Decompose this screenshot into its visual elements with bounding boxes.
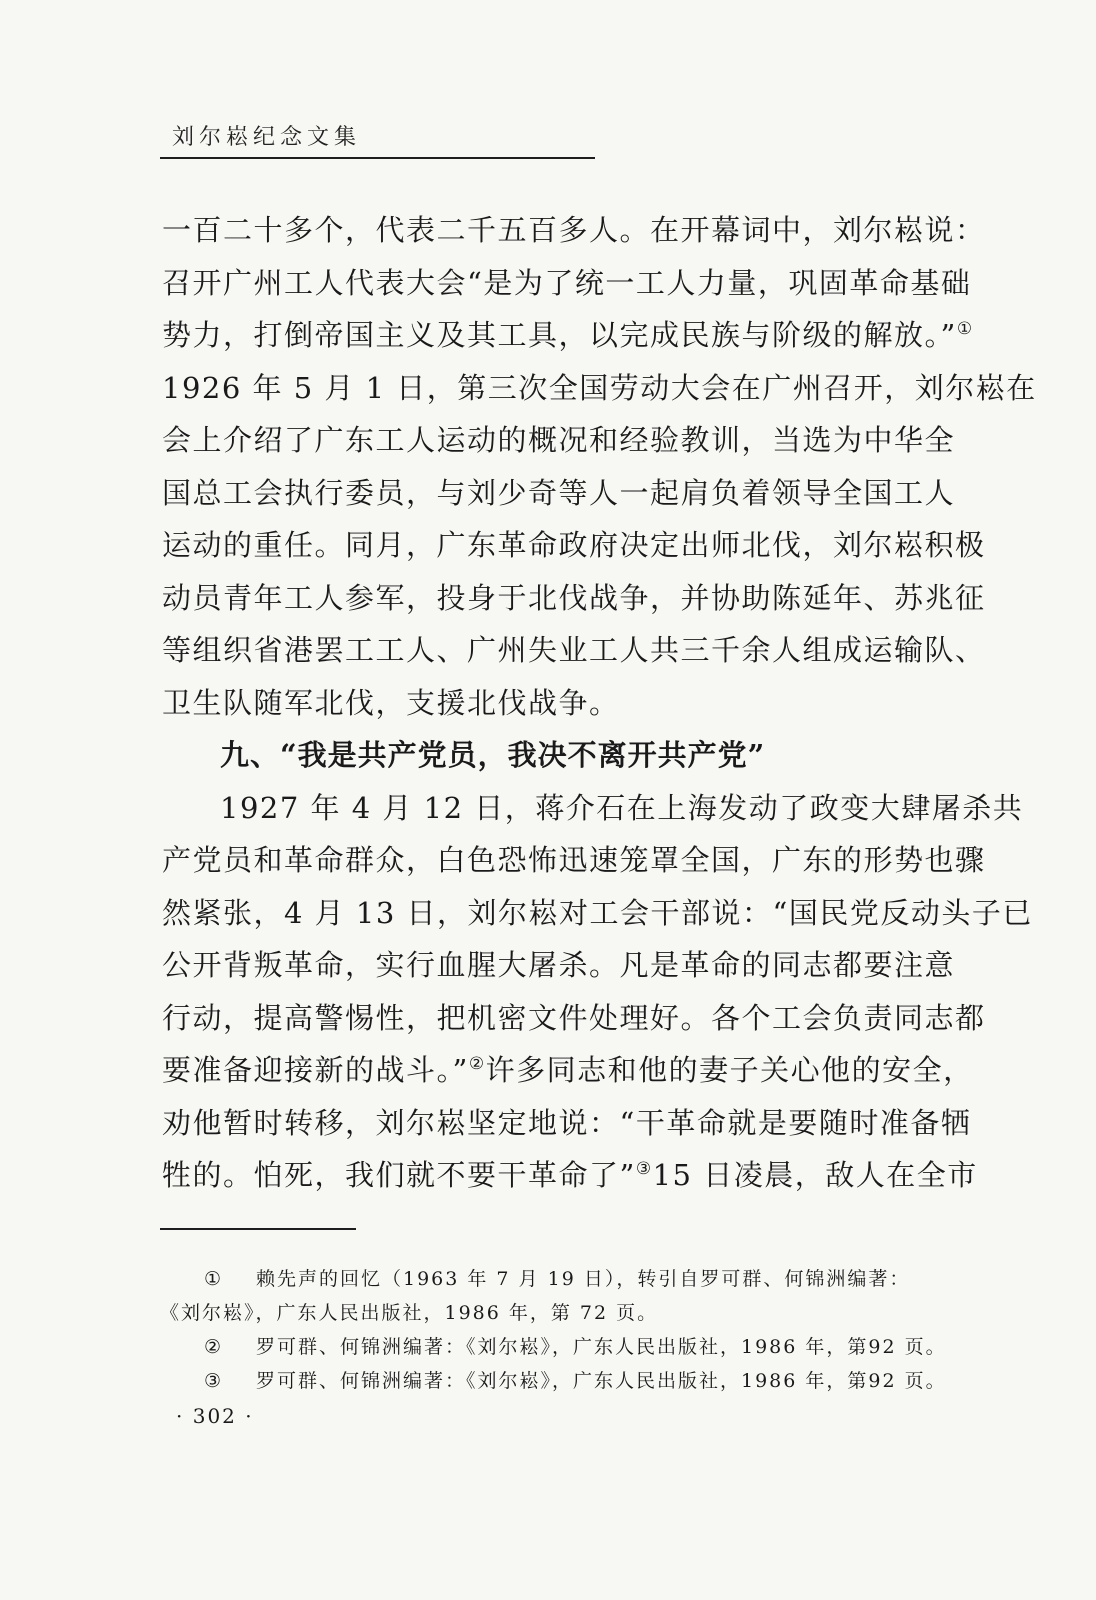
body-line: 产党员和革命群众，白色恐怖迅速笼罩全国，广东的形势也骤 bbox=[162, 843, 986, 877]
footnote-continuation: 《刘尔崧》，广东人民出版社，1986 年，第 72 页。 bbox=[160, 1302, 659, 1324]
footnote-marker: ③ bbox=[635, 1159, 653, 1179]
footnote-text: 赖先声的回忆（1963 年 7 月 19 日），转引自罗可群、何锦洲编著： bbox=[256, 1268, 911, 1290]
body-line: 1927 年 4 月 12 日，蒋介石在上海发动了政变大肆屠杀共 bbox=[220, 790, 1024, 825]
footnote-number: ② bbox=[204, 1336, 224, 1358]
body-line: 1926 年 5 月 1 日，第三次全国劳动大会在广州召开，刘尔崧在 bbox=[162, 370, 1037, 405]
footnote-number: ① bbox=[204, 1268, 224, 1290]
body-line: 行动，提高警惕性，把机密文件处理好。各个工会负责同志都 bbox=[162, 1000, 986, 1035]
footnote-text: 罗可群、何锦洲编著：《刘尔崧》，广东人民出版社，1986 年，第92 页。 bbox=[256, 1370, 947, 1392]
body-line: 动员青年工人参军，投身于北伐战争，并协助陈延年、苏兆征 bbox=[162, 580, 986, 615]
footnote-text: 罗可群、何锦洲编著：《刘尔崧》，广东人民出版社，1986 年，第92 页。 bbox=[256, 1336, 947, 1358]
body-line: 势力，打倒帝国主义及其工具，以完成民族与阶级的解放。”① bbox=[162, 318, 974, 352]
body-line: 一百二十多个，代表二千五百多人。在开幕词中，刘尔崧说： bbox=[162, 213, 986, 247]
body-line: 劝他暂时转移，刘尔崧坚定地说：“干革命就是要随时准备牺 bbox=[162, 1105, 972, 1140]
body-line: 运动的重任。同月，广东革命政府决定出师北伐，刘尔崧积极 bbox=[162, 528, 986, 562]
body-line: 牲的。怕死，我们就不要干革命了”③15 日凌晨，敌人在全市 bbox=[162, 1158, 978, 1192]
body-text bbox=[162, 204, 1037, 1202]
page-number: · 302 · bbox=[176, 1404, 254, 1428]
body-line: 卫生队随军北伐，支援北伐战争。 bbox=[162, 685, 620, 720]
header-rule bbox=[160, 157, 595, 159]
footnote-item bbox=[160, 1364, 960, 1398]
body-line: 会上介绍了广东工人运动的概况和经验教训，当选为中华全 bbox=[162, 423, 956, 457]
body-line: 召开广州工人代表大会“是为了统一工人力量，巩固革命基础 bbox=[162, 265, 972, 300]
footnote-item bbox=[160, 1330, 960, 1364]
body-line: 要准备迎接新的战斗。”②许多同志和他的妻子关心他的安全， bbox=[162, 1053, 974, 1087]
footnote-number: ③ bbox=[204, 1370, 224, 1392]
body-line: 等组织省港罢工工人、广州失业工人共三千余人组成运输队、 bbox=[162, 633, 986, 667]
body-line: 公开背叛革命，实行血腥大屠杀。凡是革命的同志都要注意 bbox=[162, 948, 956, 982]
footnote-item bbox=[160, 1262, 960, 1296]
footnote-rule bbox=[160, 1228, 356, 1230]
body-line: 然紧张，4 月 13 日，刘尔崧对工会干部说：“国民党反动头子已 bbox=[162, 895, 1033, 930]
running-header-title: 刘尔崧纪念文集 bbox=[172, 125, 362, 150]
footnote-marker: ② bbox=[468, 1054, 486, 1074]
footnote-marker: ① bbox=[956, 319, 974, 339]
footnotes bbox=[160, 1262, 960, 1398]
body-line: 国总工会执行委员，与刘少奇等人一起肩负着领导全国工人 bbox=[162, 475, 956, 510]
section-heading: 九、“我是共产党员，我决不离开共产党” bbox=[220, 738, 766, 772]
